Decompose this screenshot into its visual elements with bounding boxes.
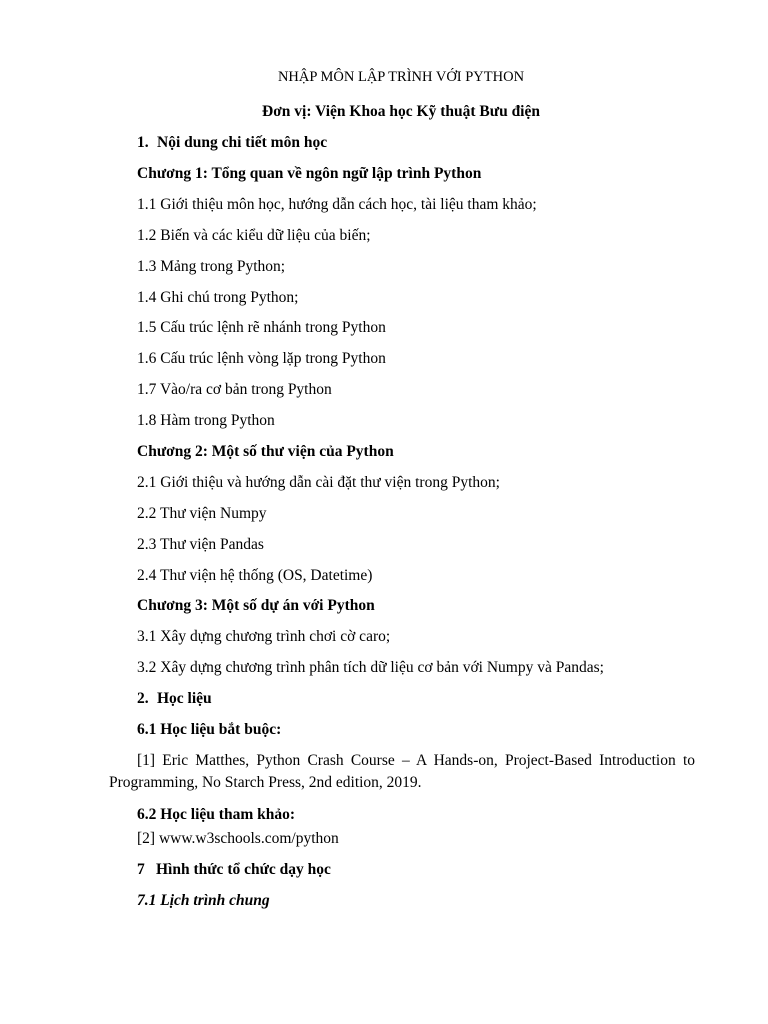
section-2-heading	[137, 689, 212, 709]
section-7-heading	[137, 860, 331, 880]
reference-2: [2] www.w3schools.com/python	[137, 830, 339, 847]
list-item: 2.2 Thư viện Numpy	[137, 505, 267, 522]
list-item: 2.4 Thư viện hệ thống (OS, Datetime)	[137, 567, 373, 584]
list-item: 1.8 Hàm trong Python	[137, 412, 275, 429]
subsection-7-1-heading: 7.1 Lịch trình chung	[137, 892, 270, 909]
list-item: 1.2 Biến và các kiểu dữ liệu của biến;	[137, 227, 371, 244]
section-1-heading	[137, 133, 327, 153]
list-item: 3.1 Xây dựng chương trình chơi cờ caro;	[137, 628, 391, 645]
chapter-1-heading: Chương 1: Tổng quan về ngôn ngữ lập trình Python	[137, 165, 482, 182]
optional-materials-heading: 6.2 Học liệu tham khảo:	[137, 806, 296, 823]
section-7-title: Hình thức tổ chức dạy học	[156, 861, 331, 878]
section-7-number: 7	[137, 861, 145, 878]
section-2-title: Học liệu	[157, 690, 212, 707]
list-item: 3.2 Xây dựng chương trình phân tích dữ liệu cơ bản với Numpy và Pandas;	[137, 659, 604, 676]
reference-1: [1] Eric Matthes, Python Crash Course – A Hands-on, Project-Based Introduction to Programming, No Starch Press, 2nd edition, 2019.	[109, 752, 695, 791]
list-item: 2.1 Giới thiệu và hướng dẫn cài đặt thư viện trong Python;	[137, 474, 500, 491]
chapter-2-heading: Chương 2: Một số thư viện của Python	[137, 443, 394, 460]
list-item: 1.7 Vào/ra cơ bản trong Python	[137, 381, 332, 398]
list-item: 1.5 Cấu trúc lệnh rẽ nhánh trong Python	[137, 319, 386, 336]
section-1-title: Nội dung chi tiết môn học	[157, 134, 328, 151]
list-item: 1.1 Giới thiệu môn học, hướng dẫn cách học, tài liệu tham khảo;	[137, 196, 537, 213]
section-2-number: 2.	[137, 690, 149, 707]
list-item: 2.3 Thư viện Pandas	[137, 536, 264, 553]
required-materials-heading: 6.1 Học liệu bắt buộc:	[137, 721, 282, 738]
document-title: NHẬP MÔN LẬP TRÌNH VỚI PYTHON	[277, 69, 525, 85]
chapter-3-heading: Chương 3: Một số dự án với Python	[137, 597, 375, 614]
unit-line: Đơn vị: Viện Khoa học Kỹ thuật Bưu điện	[262, 103, 540, 120]
section-1-number: 1.	[137, 134, 149, 151]
list-item: 1.4 Ghi chú trong Python;	[137, 289, 299, 306]
list-item: 1.6 Cấu trúc lệnh vòng lặp trong Python	[137, 350, 386, 367]
list-item: 1.3 Mảng trong Python;	[137, 258, 286, 275]
